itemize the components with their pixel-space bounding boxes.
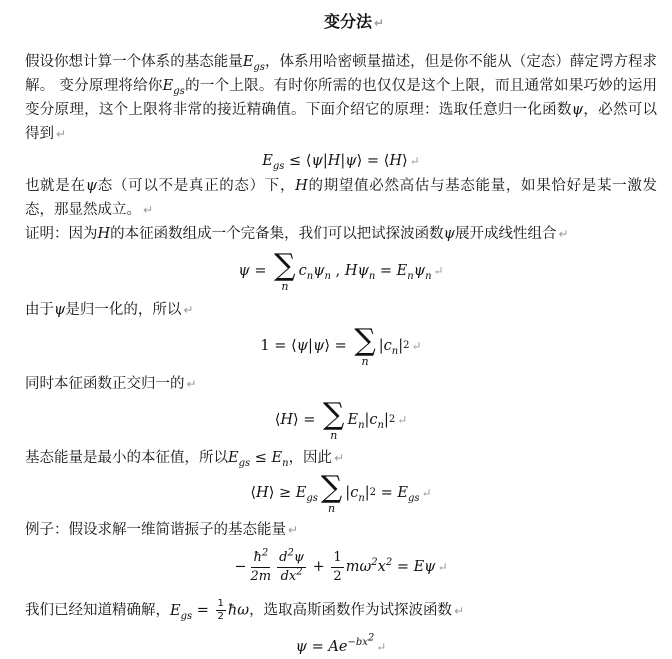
ground-state-paragraph: 基态能量是最小的本征值，所以$E_{gs} \le E_n$，因此 ↵	[25, 450, 345, 469]
paragraph-mark-icon: ↵	[56, 127, 67, 141]
math-psi: ψ	[571, 102, 584, 118]
normalized-paragraph: 由于ψ是归一化的，所以 ↵	[25, 302, 194, 318]
equation-gaussian: $\psi = Ae^{-bx^2}↵$	[295, 632, 387, 655]
paragraph-mark-icon: ↵	[558, 227, 569, 241]
intro-paragraph: 假设你想计算一个体系的基态能量$E_{gs}$，体系用哈密顿量描述，但是你不能从（定态）薛定谔方程求解。 变分原理将给你$E_{gs}$的一个上限。有时你所需的也仅仅是这个上限，而且通常如果巧妙的运用变分原理，这个上限将非常的接近精确值。下面介绍它的原理：选取任意归一化函数ψ，必然可以得到 ↵	[25, 54, 658, 142]
document-title	[25, 8, 657, 36]
math-egs: $E_{gs}$	[242, 54, 265, 73]
equation-normalization: 1 = ⟨ ψ | ψ ⟩ = ∑ n | $c_n$ | 2 ↵	[260, 322, 422, 368]
paragraph-mark-icon: ↵	[411, 339, 422, 353]
explanation-paragraph: 也就是在ψ态（可以不是真正的态）下，H的期望值必然高估与基态能量，如果恰好是某一激发态，那显然成立。 ↵	[25, 178, 658, 218]
paragraph-mark-icon: ↵	[454, 603, 465, 618]
equation-expectation: ⟨ H ⟩ = ∑ n $E_n$ | $c_n$ | 2 ↵	[274, 396, 408, 442]
paragraph-mark-icon: ↵	[433, 264, 444, 278]
paragraph-mark-icon: ↵	[373, 16, 385, 30]
paragraph-mark-icon: ↵	[288, 523, 299, 537]
paragraph-mark-icon: ↵	[334, 451, 345, 465]
paragraph-mark-icon: ↵	[397, 413, 408, 427]
document-page	[25, 8, 657, 659]
paragraph-mark-icon: ↵	[421, 486, 432, 500]
math-egs: $E_{gs}$	[162, 78, 185, 97]
known-solution-paragraph: 我们已经知道精确解，$E_{gs}$ = $\frac{1}{2}$ ħω，选取高斯函数作为试探波函数 ↵	[25, 598, 465, 622]
orthonormal-paragraph: 同时本征函数正交归一的 ↵	[25, 376, 197, 392]
paragraph-mark-icon: ↵	[143, 203, 154, 217]
equation-variational-bound: $E_{gs}$ ≤ ⟨ψ|H|ψ⟩ = ⟨H⟩ ↵	[262, 153, 420, 172]
paragraph-mark-icon: ↵	[437, 560, 448, 574]
title-text: 变分法	[323, 12, 372, 31]
equation-expansion: ψ = ∑ n $c_n\psi_n$ , $H\psi_n$ = $E_n\psi_n$ ↵	[238, 247, 444, 293]
paragraph-mark-icon: ↵	[376, 640, 387, 654]
equation-schrodinger: − $\frac{ħ^2}{2m}$ $\frac{d^2\psi}{dx^2}$ + $\frac{1}{2}$ $m\omega^2x^2$ = Eψ ↵	[234, 547, 448, 584]
paragraph-mark-icon: ↵	[183, 303, 194, 317]
proof-paragraph: 证明：因为H的本征函数组成一个完备集，我们可以把试探波函数ψ展开成线性组合 ↵	[25, 226, 569, 242]
paragraph-mark-icon: ↵	[186, 377, 197, 391]
equation-inequality: ⟨ H ⟩ ≥ $E_{gs}$ ∑ n | $c_n$ | 2 = $E_{gs}$ ↵	[250, 469, 432, 515]
example-paragraph: 例子：假设求解一维简谐振子的基态能量 ↵	[25, 522, 299, 538]
paragraph-mark-icon: ↵	[409, 154, 420, 168]
